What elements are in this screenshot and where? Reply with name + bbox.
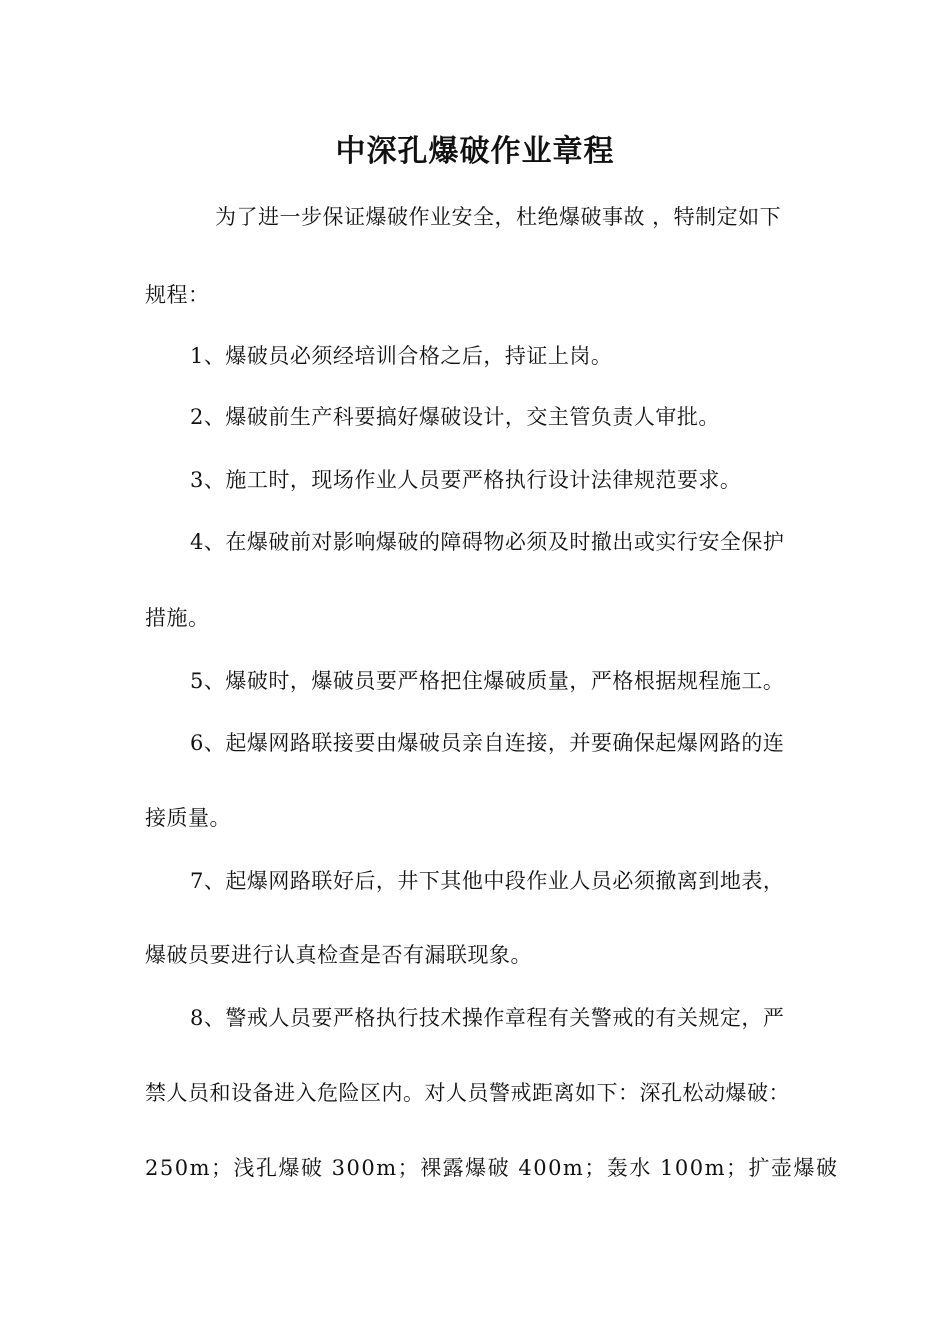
rule-1: 1、爆破员必须经培训合格之后，持证上岗。 [190,344,613,368]
rule-5: 5、爆破时，爆破员要严格把住爆破质量，严格根据规程施工。 [190,669,785,693]
paragraph-intro-line-2: 规程： [145,283,210,307]
rule-6-line-2: 接质量。 [145,806,231,830]
rule-6-line-1: 6、起爆网路联接要由爆破员亲自连接，并要确保起爆网路的连 [190,731,785,755]
rule-4-line-2: 措施。 [145,606,210,630]
paragraph-intro-line-1: 为了进一步保证爆破作业安全，杜绝爆破事故 ，特制定如下 [215,205,782,229]
document-title: 中深孔爆破作业章程 [335,134,615,169]
rule-8-line-2: 禁人员和设备进入危险区内。对人员警戒距离如下：深孔松动爆破： [145,1081,790,1105]
rule-3: 3、施工时，现场作业人员要严格执行设计法律规范要求。 [190,468,742,492]
rule-8-line-1: 8、警戒人员要严格执行技术操作章程有关警戒的有关规定，严 [190,1006,785,1030]
rule-7-line-2: 爆破员要进行认真检查是否有漏联现象。 [145,943,532,967]
rule-8-line-3: 250m；浅孔爆破 300m；裸露爆破 400m；轰水 100m；扩壶爆破 [145,1156,839,1180]
rule-2: 2、爆破前生产科要搞好爆破设计，交主管负责人审批。 [190,405,720,429]
rule-7-line-1: 7、起爆网路联好后，井下其他中段作业人员必须撤离到地表， [190,869,785,893]
rule-4-line-1: 4、在爆破前对影响爆破的障碍物必须及时撤出或实行安全保护 [190,530,785,554]
